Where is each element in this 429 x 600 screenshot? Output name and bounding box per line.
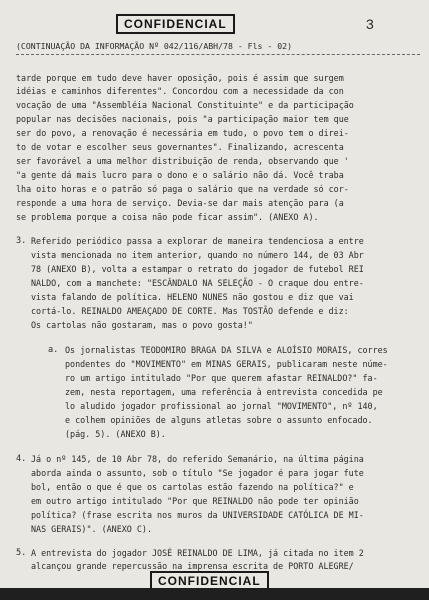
text-line: alcançou grande repercussão na imprensa escrita de PORTO ALEGRE/ bbox=[31, 561, 354, 571]
text-line: lo aludido jogador profissional ao jornal "MOVIMENTO", nº 140, bbox=[65, 401, 378, 411]
confidential-stamp-top: CONFIDENCIAL bbox=[116, 14, 235, 34]
text-line: e colhem opiniões de alguns atletas sobre o assunto enfocado. bbox=[65, 415, 373, 425]
text-line: to de votar e escolher seus governantes". Finalizando, acrescenta bbox=[16, 142, 344, 152]
text-line: aborda ainda o assunto, sob o título "Se jogador é para jogar fute bbox=[31, 468, 364, 478]
text-line: ser favorável a uma melhor distribuição de renda, observando que ' bbox=[16, 156, 349, 166]
item-number: 4. bbox=[16, 454, 27, 464]
text-line: em outro artigo intitulado "Por que REINALDO não pode ter opinião bbox=[31, 496, 359, 506]
text-line: vista falando de política. HELENO NUNES não gostou e diz que vai bbox=[31, 292, 354, 302]
text-line: "a gente dá mais lucro para o dono e o salário não dá. Você traba bbox=[16, 170, 344, 180]
text-line: ro um artigo intitulado "Por que querem afastar REINALDO?" fa- bbox=[65, 373, 378, 383]
text-line: responde a uma hora de serviço. Devia-se dar mais atenção para (a bbox=[16, 198, 344, 208]
text-line: Os jornalistas TEODOMIRO BRAGA DA SILVA e ALOÍSIO MORAIS, corres bbox=[65, 345, 388, 355]
text-line: pondentes do "MOVIMENTO" em MINAS GERAIS, publicaram neste núme- bbox=[65, 359, 388, 369]
text-line: NALDO, com a manchete: "ESCÂNDALO NA SELEÇÃO - O craque dou entre- bbox=[31, 278, 364, 288]
text-line: Os cartolas não gostaram, mas o povo gosta!" bbox=[31, 320, 253, 330]
text-line: política? (frase escrita nos muros da UNIVERSIDADE CATÓLICA DE MI- bbox=[31, 510, 364, 520]
continuation-header: (CONTINUAÇÃO DA INFORMAÇÃO Nº 042/116/ABH/78 - Fls - 02) bbox=[16, 41, 293, 51]
text-line: cortá-lo. REINALDO AMEAÇADO DE CORTE. Mas TOSTÃO defende e diz: bbox=[31, 306, 349, 316]
text-line: popular nas decisões nacionais, pois "a participação maior tem que bbox=[16, 114, 349, 124]
text-line: (pág. 5). (ANEXO B). bbox=[65, 429, 166, 439]
text-line: lha oito horas e o patrão só paga o salário que na verdade só cor- bbox=[16, 184, 349, 194]
header-rule bbox=[16, 54, 420, 55]
text-line: 78 (ANEXO B), volta a estampar o retrato do jogador de futebol REI bbox=[31, 264, 364, 274]
text-line: vocação de uma "Assembléia Nacional Constituinte" e da participação bbox=[16, 100, 354, 110]
text-line: Já o nº 145, de 10 Abr 78, do referido Semanário, na última página bbox=[31, 454, 364, 464]
text-line: bol, então o que é que os cartolas estão fazendo na política?" e bbox=[31, 482, 354, 492]
confidential-stamp-bottom: CONFIDENCIAL bbox=[150, 571, 269, 591]
item-number: a. bbox=[48, 345, 59, 355]
item-number: 3. bbox=[16, 236, 27, 246]
text-line: ser do povo, a renovação é necessária em tudo, o povo tem o direi- bbox=[16, 128, 349, 138]
text-line: Referido periódico passa a explorar de maneira tendenciosa a entre bbox=[31, 236, 364, 246]
text-line: A entrevista do jogador JOSÉ REINALDO DE LIMA, já citada no item 2 bbox=[31, 548, 364, 558]
text-line: se problema porque a coisa não pode ficar assim". (ANEXO A). bbox=[16, 212, 319, 222]
item-number: 5. bbox=[16, 548, 27, 558]
scan-edge bbox=[0, 588, 429, 600]
text-line: idéias e caminhos diferentes". Concordou com a necessidade da con bbox=[16, 86, 344, 96]
page-number: 3 bbox=[366, 16, 374, 32]
text-line: tarde porque em tudo deve haver oposição, pois é assim que surgem bbox=[16, 73, 344, 83]
text-line: zem, nesta reportagem, uma referência à entrevista concedida pe bbox=[65, 387, 383, 397]
text-line: NAS GERAIS)". (ANEXO C). bbox=[31, 524, 153, 534]
text-line: vista mencionada no item anterior, quando no número 144, de 03 Abr bbox=[31, 250, 364, 260]
